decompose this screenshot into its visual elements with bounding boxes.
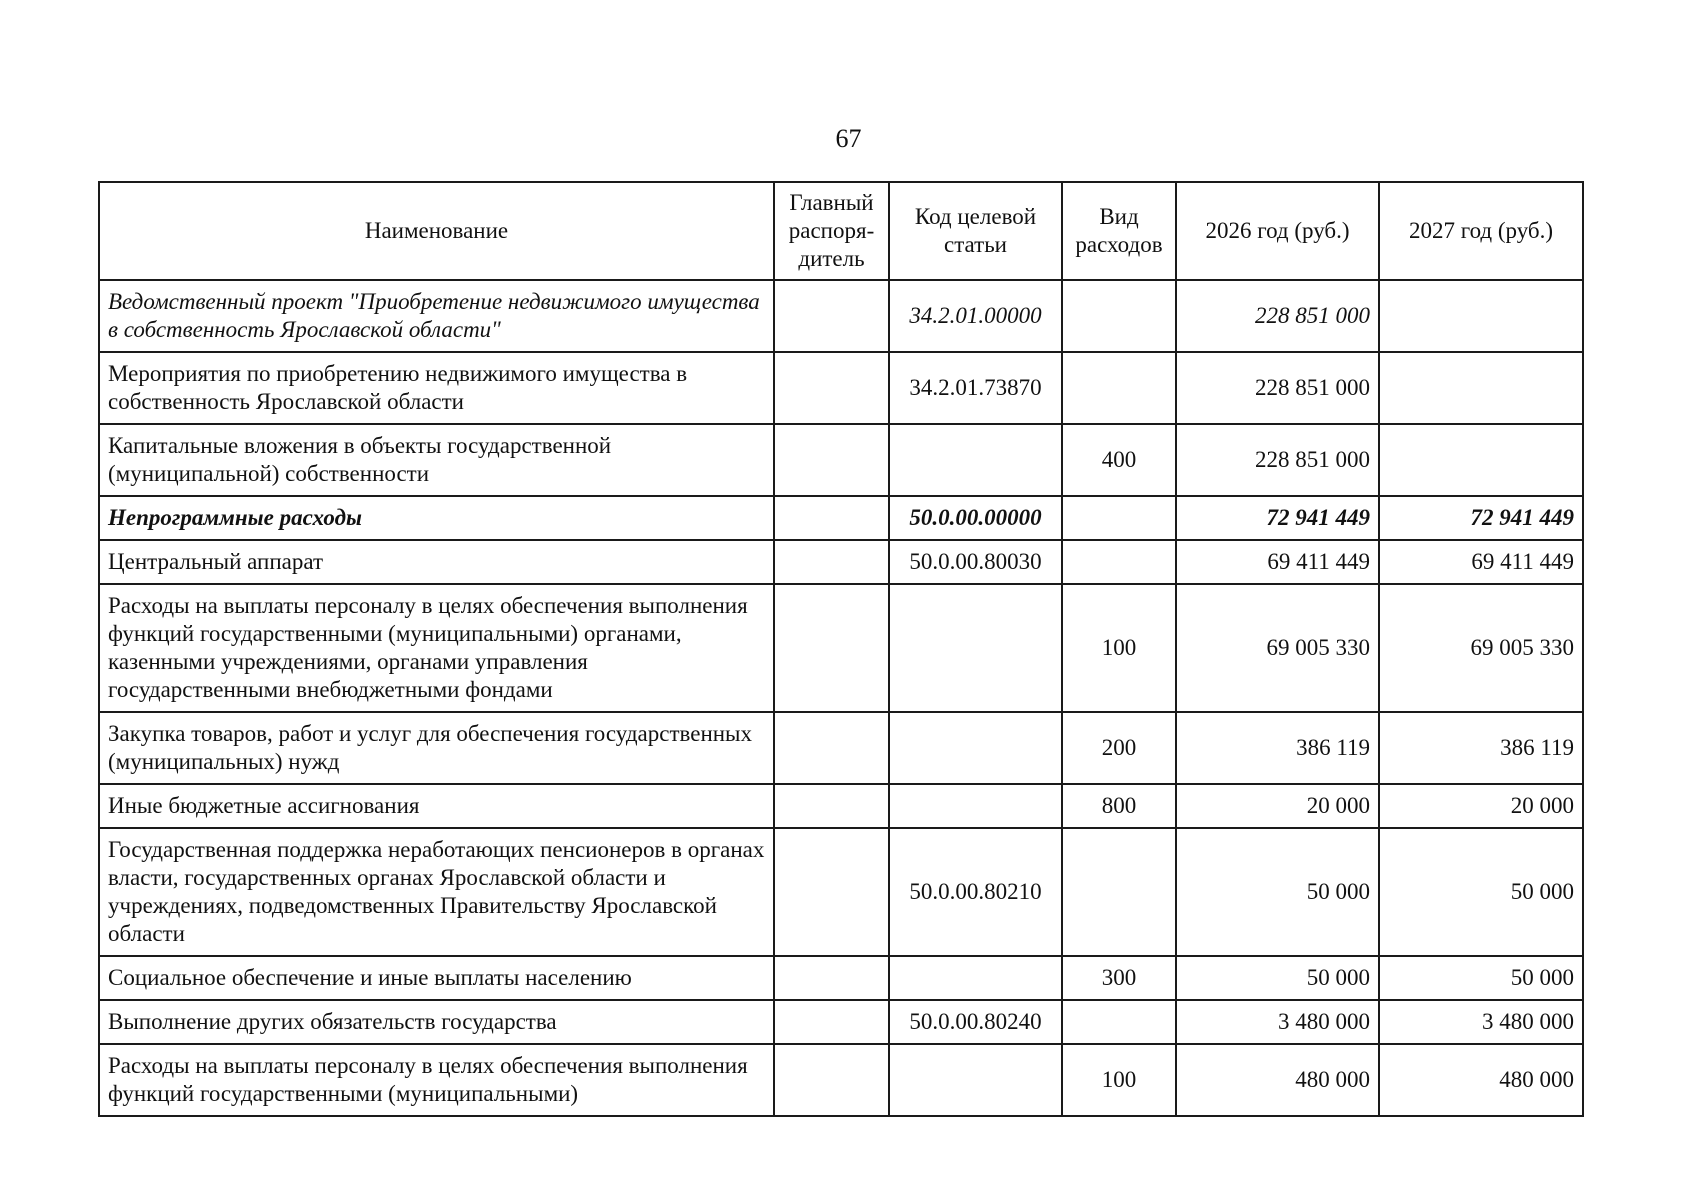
table-header-row <box>99 182 1583 280</box>
row-name: Расходы на выплаты персоналу в целях обеспечения выполнения функций государственными (муниципальными) <box>99 1044 774 1116</box>
row-amount-2026: 50 000 <box>1176 956 1379 1000</box>
table-row <box>99 540 1583 584</box>
row-name: Расходы на выплаты персоналу в целях обеспечения выполнения функций государственными (муниципальными) органами, казенными учреждениями, органами управления государственными внебюджетными фондами <box>99 584 774 712</box>
row-name: Мероприятия по приобретению недвижимого имущества в собственность Ярославской области <box>99 352 774 424</box>
row-target-code <box>889 584 1062 712</box>
row-main-manager <box>774 280 889 352</box>
budget-table <box>98 181 1584 1117</box>
table-row <box>99 712 1583 784</box>
table-row <box>99 1000 1583 1044</box>
row-main-manager <box>774 584 889 712</box>
row-expense-type <box>1062 828 1176 956</box>
row-amount-2027: 72 941 449 <box>1379 496 1583 540</box>
row-amount-2026: 228 851 000 <box>1176 280 1379 352</box>
table-row <box>99 1044 1583 1116</box>
row-amount-2026: 20 000 <box>1176 784 1379 828</box>
page-number: 67 <box>835 124 862 153</box>
row-target-code <box>889 712 1062 784</box>
table-row <box>99 424 1583 496</box>
row-target-code: 50.0.00.80030 <box>889 540 1062 584</box>
header-expense-type: Вид расходов <box>1062 182 1176 280</box>
row-expense-type <box>1062 280 1176 352</box>
row-amount-2026: 72 941 449 <box>1176 496 1379 540</box>
row-main-manager <box>774 1000 889 1044</box>
row-target-code: 50.0.00.80210 <box>889 828 1062 956</box>
row-name: Капитальные вложения в объекты государственной (муниципальной) собственности <box>99 424 774 496</box>
row-amount-2027 <box>1379 424 1583 496</box>
row-amount-2026: 69 005 330 <box>1176 584 1379 712</box>
table-row <box>99 784 1583 828</box>
table-row <box>99 584 1583 712</box>
row-expense-type <box>1062 540 1176 584</box>
row-name: Ведомственный проект "Приобретение недвижимого имущества в собственность Ярославской области" <box>99 280 774 352</box>
row-expense-type <box>1062 1000 1176 1044</box>
row-amount-2026: 3 480 000 <box>1176 1000 1379 1044</box>
row-amount-2027: 3 480 000 <box>1379 1000 1583 1044</box>
table-row <box>99 352 1583 424</box>
row-main-manager <box>774 956 889 1000</box>
row-name: Закупка товаров, работ и услуг для обеспечения государственных (муниципальных) нужд <box>99 712 774 784</box>
row-target-code <box>889 1044 1062 1116</box>
row-target-code: 34.2.01.00000 <box>889 280 1062 352</box>
row-amount-2027 <box>1379 352 1583 424</box>
row-amount-2027: 386 119 <box>1379 712 1583 784</box>
row-amount-2026: 50 000 <box>1176 828 1379 956</box>
row-amount-2027: 480 000 <box>1379 1044 1583 1116</box>
row-main-manager <box>774 352 889 424</box>
row-amount-2026: 386 119 <box>1176 712 1379 784</box>
row-target-code: 50.0.00.00000 <box>889 496 1062 540</box>
table-row <box>99 280 1583 352</box>
row-expense-type: 400 <box>1062 424 1176 496</box>
row-name: Государственная поддержка неработающих пенсионеров в органах власти, государственных органах Ярославской области и учреждениях, подведомственных Правительству Ярославской области <box>99 828 774 956</box>
row-amount-2026: 228 851 000 <box>1176 352 1379 424</box>
row-name: Центральный аппарат <box>99 540 774 584</box>
row-expense-type: 200 <box>1062 712 1176 784</box>
row-amount-2027: 69 005 330 <box>1379 584 1583 712</box>
row-target-code <box>889 956 1062 1000</box>
table-row <box>99 956 1583 1000</box>
row-amount-2027: 69 411 449 <box>1379 540 1583 584</box>
header-target-code: Код целевой статьи <box>889 182 1062 280</box>
row-name: Непрограммные расходы <box>99 496 774 540</box>
table-row <box>99 828 1583 956</box>
row-main-manager <box>774 712 889 784</box>
row-main-manager <box>774 496 889 540</box>
row-main-manager <box>774 540 889 584</box>
row-name: Выполнение других обязательств государства <box>99 1000 774 1044</box>
row-expense-type: 800 <box>1062 784 1176 828</box>
header-main-manager: Главный распоря-дитель <box>774 182 889 280</box>
row-main-manager <box>774 828 889 956</box>
row-amount-2027: 50 000 <box>1379 828 1583 956</box>
row-expense-type <box>1062 352 1176 424</box>
row-expense-type: 100 <box>1062 584 1176 712</box>
header-year-2027: 2027 год (руб.) <box>1379 182 1583 280</box>
header-name: Наименование <box>99 182 774 280</box>
table-row <box>99 496 1583 540</box>
row-main-manager <box>774 1044 889 1116</box>
row-target-code: 50.0.00.80240 <box>889 1000 1062 1044</box>
row-target-code <box>889 784 1062 828</box>
row-expense-type <box>1062 496 1176 540</box>
row-amount-2026: 480 000 <box>1176 1044 1379 1116</box>
row-amount-2027: 50 000 <box>1379 956 1583 1000</box>
row-amount-2027: 20 000 <box>1379 784 1583 828</box>
row-amount-2027 <box>1379 280 1583 352</box>
row-expense-type: 300 <box>1062 956 1176 1000</box>
row-main-manager <box>774 784 889 828</box>
row-name: Социальное обеспечение и иные выплаты населению <box>99 956 774 1000</box>
row-expense-type: 100 <box>1062 1044 1176 1116</box>
row-amount-2026: 69 411 449 <box>1176 540 1379 584</box>
header-year-2026: 2026 год (руб.) <box>1176 182 1379 280</box>
row-main-manager <box>774 424 889 496</box>
row-target-code: 34.2.01.73870 <box>889 352 1062 424</box>
row-target-code <box>889 424 1062 496</box>
row-name: Иные бюджетные ассигнования <box>99 784 774 828</box>
row-amount-2026: 228 851 000 <box>1176 424 1379 496</box>
